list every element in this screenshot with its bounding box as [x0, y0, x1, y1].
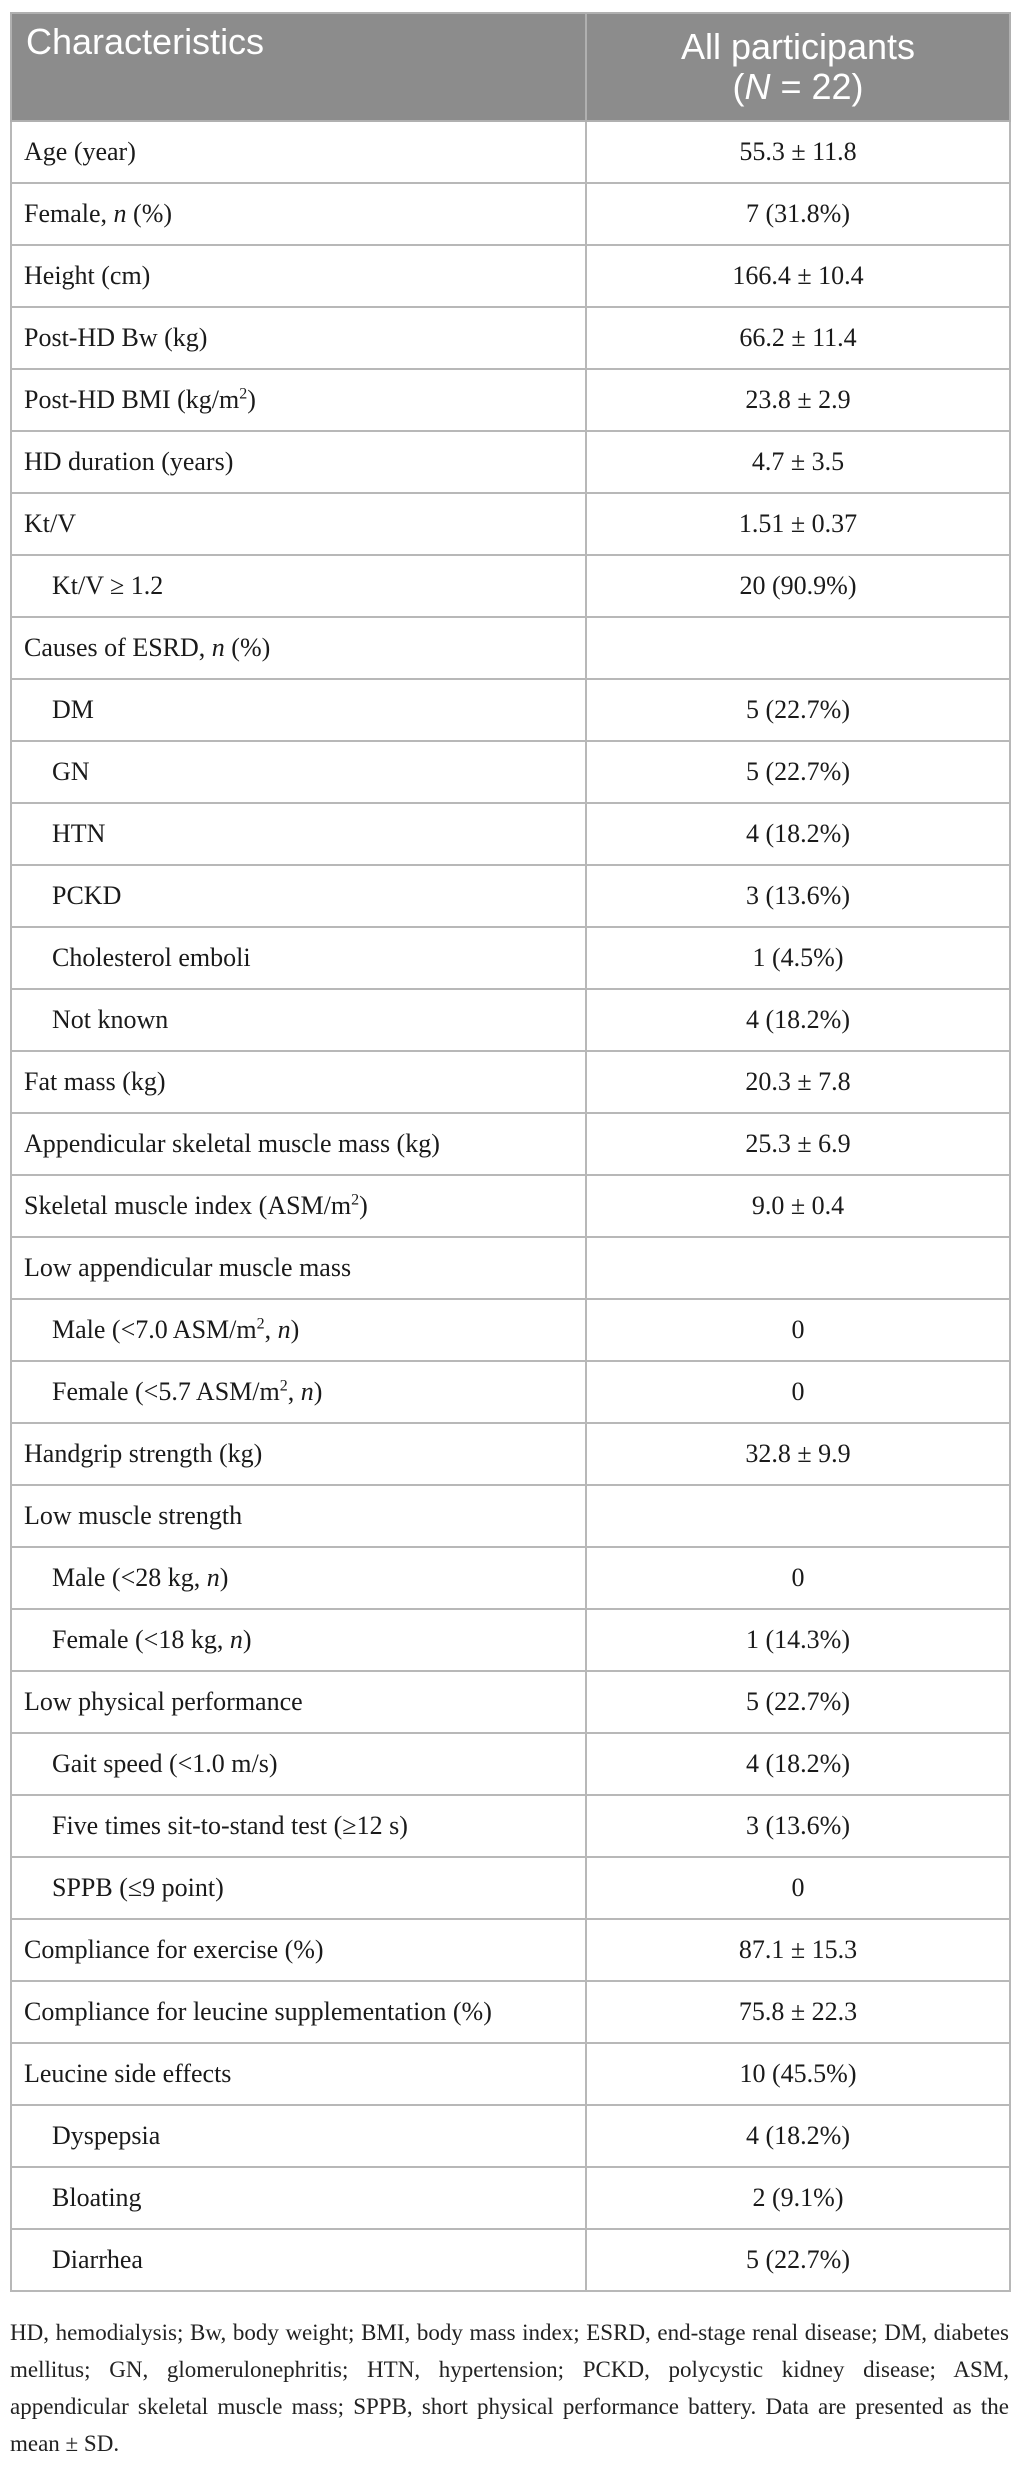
row-label-part: Male (<28 kg,: [52, 1563, 207, 1592]
table-row: [11, 617, 1010, 679]
row-value: 5 (22.7%): [586, 741, 1010, 803]
header-sample-size: (N = 22): [732, 66, 864, 107]
row-label-part: 2: [351, 1191, 360, 1209]
row-label: Compliance for exercise (%): [11, 1919, 586, 1981]
row-label: SPPB (≤9 point): [11, 1857, 586, 1919]
row-label: Bloating: [11, 2167, 586, 2229]
table-row: [11, 1609, 1010, 1671]
row-label: Fat mass (kg): [11, 1051, 586, 1113]
table-row: [11, 2167, 1010, 2229]
row-label: [11, 1547, 586, 1609]
table-row: [11, 927, 1010, 989]
row-value: 4 (18.2%): [586, 1733, 1010, 1795]
table-row: [11, 803, 1010, 865]
row-label: [11, 1299, 586, 1361]
row-label: Kt/V ≥ 1.2: [11, 555, 586, 617]
row-value: [586, 617, 1010, 679]
row-label: Low muscle strength: [11, 1485, 586, 1547]
row-value: 32.8 ± 9.9: [586, 1423, 1010, 1485]
row-label: PCKD: [11, 865, 586, 927]
row-value: 0: [586, 1547, 1010, 1609]
row-label: Leucine side effects: [11, 2043, 586, 2105]
row-value: 20 (90.9%): [586, 555, 1010, 617]
row-value: 0: [586, 1299, 1010, 1361]
row-label: Kt/V: [11, 493, 586, 555]
table-row: [11, 1795, 1010, 1857]
row-label: [11, 617, 586, 679]
row-value: 66.2 ± 11.4: [586, 307, 1010, 369]
table-row: [11, 679, 1010, 741]
table-row: [11, 2043, 1010, 2105]
row-label-part: ): [219, 1563, 229, 1592]
table-row: [11, 1919, 1010, 1981]
table-row: [11, 1299, 1010, 1361]
row-label: [11, 1175, 586, 1237]
row-label-part: 2: [279, 1377, 288, 1395]
table-row: [11, 307, 1010, 369]
header-all-participants: [586, 13, 1010, 121]
row-label: [11, 1609, 586, 1671]
row-label-part: Female,: [24, 199, 114, 228]
row-label-part: n: [113, 199, 127, 228]
row-label-part: ): [359, 1191, 368, 1220]
row-label-part: ): [242, 1625, 252, 1654]
document: [10, 12, 1009, 2462]
table-row: [11, 493, 1010, 555]
row-label: Diarrhea: [11, 2229, 586, 2291]
row-value: 1 (14.3%): [586, 1609, 1010, 1671]
row-value: 4.7 ± 3.5: [586, 431, 1010, 493]
row-label: Five times sit-to-stand test (≥12 s): [11, 1795, 586, 1857]
table-header-row: [11, 13, 1010, 121]
row-label-part: ): [290, 1315, 300, 1344]
table-row: [11, 1237, 1010, 1299]
row-label-part: Skeletal muscle index (ASM/m: [24, 1191, 352, 1220]
table-row: [11, 1051, 1010, 1113]
row-label: Appendicular skeletal muscle mass (kg): [11, 1113, 586, 1175]
row-label: HD duration (years): [11, 431, 586, 493]
table-row: [11, 1113, 1010, 1175]
row-value: 5 (22.7%): [586, 2229, 1010, 2291]
row-label-part: Female (<5.7 ASM/m: [52, 1377, 280, 1406]
table-row: [11, 555, 1010, 617]
row-value: 55.3 ± 11.8: [586, 121, 1010, 183]
row-label: Handgrip strength (kg): [11, 1423, 586, 1485]
row-label-part: 2: [256, 1315, 265, 1333]
table-row: [11, 1671, 1010, 1733]
row-value: 10 (45.5%): [586, 2043, 1010, 2105]
table-footnote: HD, hemodialysis; Bw, body weight; BMI, body mass index; ESRD, end-stage renal disease; DM, diabetes mellitus; GN, glomerulonephritis; HTN, hypertension; PCKD, polycystic kidney disease; ASM, appendicular skeletal muscle mass; SPPB, short physical performance battery. Data are presented as the mean ± SD.: [10, 2320, 1009, 2456]
row-value: 0: [586, 1857, 1010, 1919]
table-row: [11, 1547, 1010, 1609]
row-label-part: ,: [264, 1315, 278, 1344]
row-label-part: ,: [287, 1377, 301, 1406]
table-row: [11, 1733, 1010, 1795]
row-label: Dyspepsia: [11, 2105, 586, 2167]
row-label-part: n: [229, 1625, 243, 1654]
table-row: [11, 1981, 1010, 2043]
row-label: Low physical performance: [11, 1671, 586, 1733]
header-all-participants-line1: All participants: [680, 26, 916, 67]
row-label-part: Causes of ESRD,: [24, 633, 212, 662]
table-row: [11, 2105, 1010, 2167]
row-value: 20.3 ± 7.8: [586, 1051, 1010, 1113]
header-characteristics: Characteristics: [11, 13, 586, 121]
row-value: 2 (9.1%): [586, 2167, 1010, 2229]
table-row: [11, 865, 1010, 927]
row-value: [586, 1485, 1010, 1547]
row-label-part: n: [277, 1315, 291, 1344]
table-row: [11, 1361, 1010, 1423]
row-label-part: n: [206, 1563, 220, 1592]
row-value: [586, 1237, 1010, 1299]
row-value: 7 (31.8%): [586, 183, 1010, 245]
row-value: 4 (18.2%): [586, 2105, 1010, 2167]
row-value: 9.0 ± 0.4: [586, 1175, 1010, 1237]
table-row: [11, 741, 1010, 803]
row-value: 87.1 ± 15.3: [586, 1919, 1010, 1981]
row-value: 1.51 ± 0.37: [586, 493, 1010, 555]
table-row: [11, 369, 1010, 431]
row-label: Post-HD Bw (kg): [11, 307, 586, 369]
row-label: Gait speed (<1.0 m/s): [11, 1733, 586, 1795]
row-value: 25.3 ± 6.9: [586, 1113, 1010, 1175]
row-value: 166.4 ± 10.4: [586, 245, 1010, 307]
row-value: 23.8 ± 2.9: [586, 369, 1010, 431]
table-row: [11, 1175, 1010, 1237]
row-label: Age (year): [11, 121, 586, 183]
row-label: [11, 183, 586, 245]
row-label: Height (cm): [11, 245, 586, 307]
table-row: [11, 1423, 1010, 1485]
row-label: DM: [11, 679, 586, 741]
table-row: [11, 989, 1010, 1051]
row-value: 4 (18.2%): [586, 803, 1010, 865]
table-row: [11, 2229, 1010, 2291]
row-label-part: ): [247, 385, 256, 414]
row-value: 5 (22.7%): [586, 679, 1010, 741]
table-body: [11, 121, 1010, 2291]
row-label-part: (%): [126, 199, 173, 228]
row-label: [11, 369, 586, 431]
row-label: HTN: [11, 803, 586, 865]
row-label: Low appendicular muscle mass: [11, 1237, 586, 1299]
header-n-value: = 22): [770, 66, 864, 107]
row-value: 3 (13.6%): [586, 865, 1010, 927]
row-label-part: ): [313, 1377, 323, 1406]
row-label-part: 2: [239, 385, 248, 403]
row-label-part: n: [300, 1377, 314, 1406]
header-n-symbol: N: [744, 66, 771, 107]
row-label: Compliance for leucine supplementation (%): [11, 1981, 586, 2043]
row-label-part: Post-HD BMI (kg/m: [24, 385, 240, 414]
table-row: [11, 431, 1010, 493]
table-row: [11, 121, 1010, 183]
row-value: 3 (13.6%): [586, 1795, 1010, 1857]
row-label: Not known: [11, 989, 586, 1051]
row-label-part: Female (<18 kg,: [52, 1625, 230, 1654]
row-label-part: n: [211, 633, 225, 662]
row-label: Cholesterol emboli: [11, 927, 586, 989]
row-value: 5 (22.7%): [586, 1671, 1010, 1733]
row-value: 4 (18.2%): [586, 989, 1010, 1051]
row-value: 0: [586, 1361, 1010, 1423]
row-value: 1 (4.5%): [586, 927, 1010, 989]
characteristics-table: [10, 12, 1011, 2292]
row-label: [11, 1361, 586, 1423]
row-label-part: (%): [224, 633, 271, 662]
table-row: [11, 245, 1010, 307]
table-row: [11, 183, 1010, 245]
table-row: [11, 1857, 1010, 1919]
row-value: 75.8 ± 22.3: [586, 1981, 1010, 2043]
table-row: [11, 1485, 1010, 1547]
row-label-part: Male (<7.0 ASM/m: [52, 1315, 257, 1344]
row-label: GN: [11, 741, 586, 803]
